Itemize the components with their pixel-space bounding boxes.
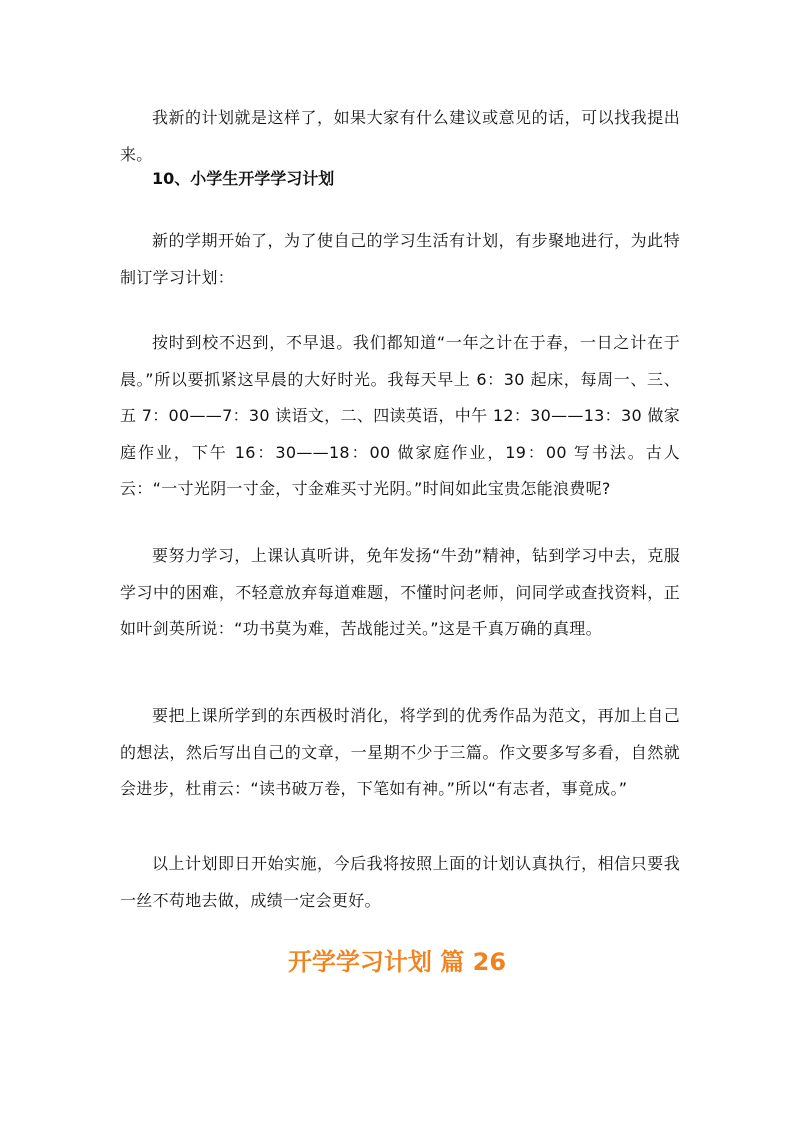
- paragraph-schedule: 按时到校不迟到，不早退。我们都知道“一年之计在于春，一日之计在于晨。”所以要抓紧这早晨的大好时光。我每天早上 6：30 起床，每周一、三、五 7：00——7：30 读语文，二、四读英语，中午 12：30——13：30 做家庭作业，下午 16：30——18：00 做家庭作业，19：00 写书法。古人云：“一寸光阴一寸金，寸金难买寸光阴。”时间如此宝贵怎能浪费呢?: [120, 333, 680, 498]
- paragraph-conclusion: 以上计划即日开始实施，今后我将按照上面的计划认真执行，相信只要我一丝不苟地去做，成绩一定会更好。: [120, 854, 680, 910]
- section-heading-10: 10、小学生开学学习计划: [152, 169, 335, 188]
- paragraph-plan-intro: 新的学期开始了，为了使自己的学习生活有计划，有步聚地进行，为此特制订学习计划：: [120, 231, 680, 287]
- paragraph-study-hard: 要努力学习，上课认真听讲，免年发扬“牛劲”精神，钻到学习中去，克服学习中的困难，不轻意放弃每道难题，不懂时问老师，问同学或查找资料，正如叶剑英所说：“功书莫为难，苦战能过关。”这是千真万确的真理。: [120, 546, 680, 638]
- paragraph-intro-closing: 我新的计划就是这样了，如果大家有什么建议或意见的话，可以找我提出来。: [120, 108, 680, 164]
- section-title-26: 开学学习计划 篇 26: [287, 948, 507, 976]
- paragraph-writing: 要把上课所学到的东西极时消化，将学到的优秀作品为范文，再加上自己的想法，然后写出自己的文章，一星期不少于三篇。作文要多写多看，自然就会进步，杜甫云：“读书破万卷，下笔如有神。”所以“有志者，事竟成。”: [120, 706, 680, 798]
